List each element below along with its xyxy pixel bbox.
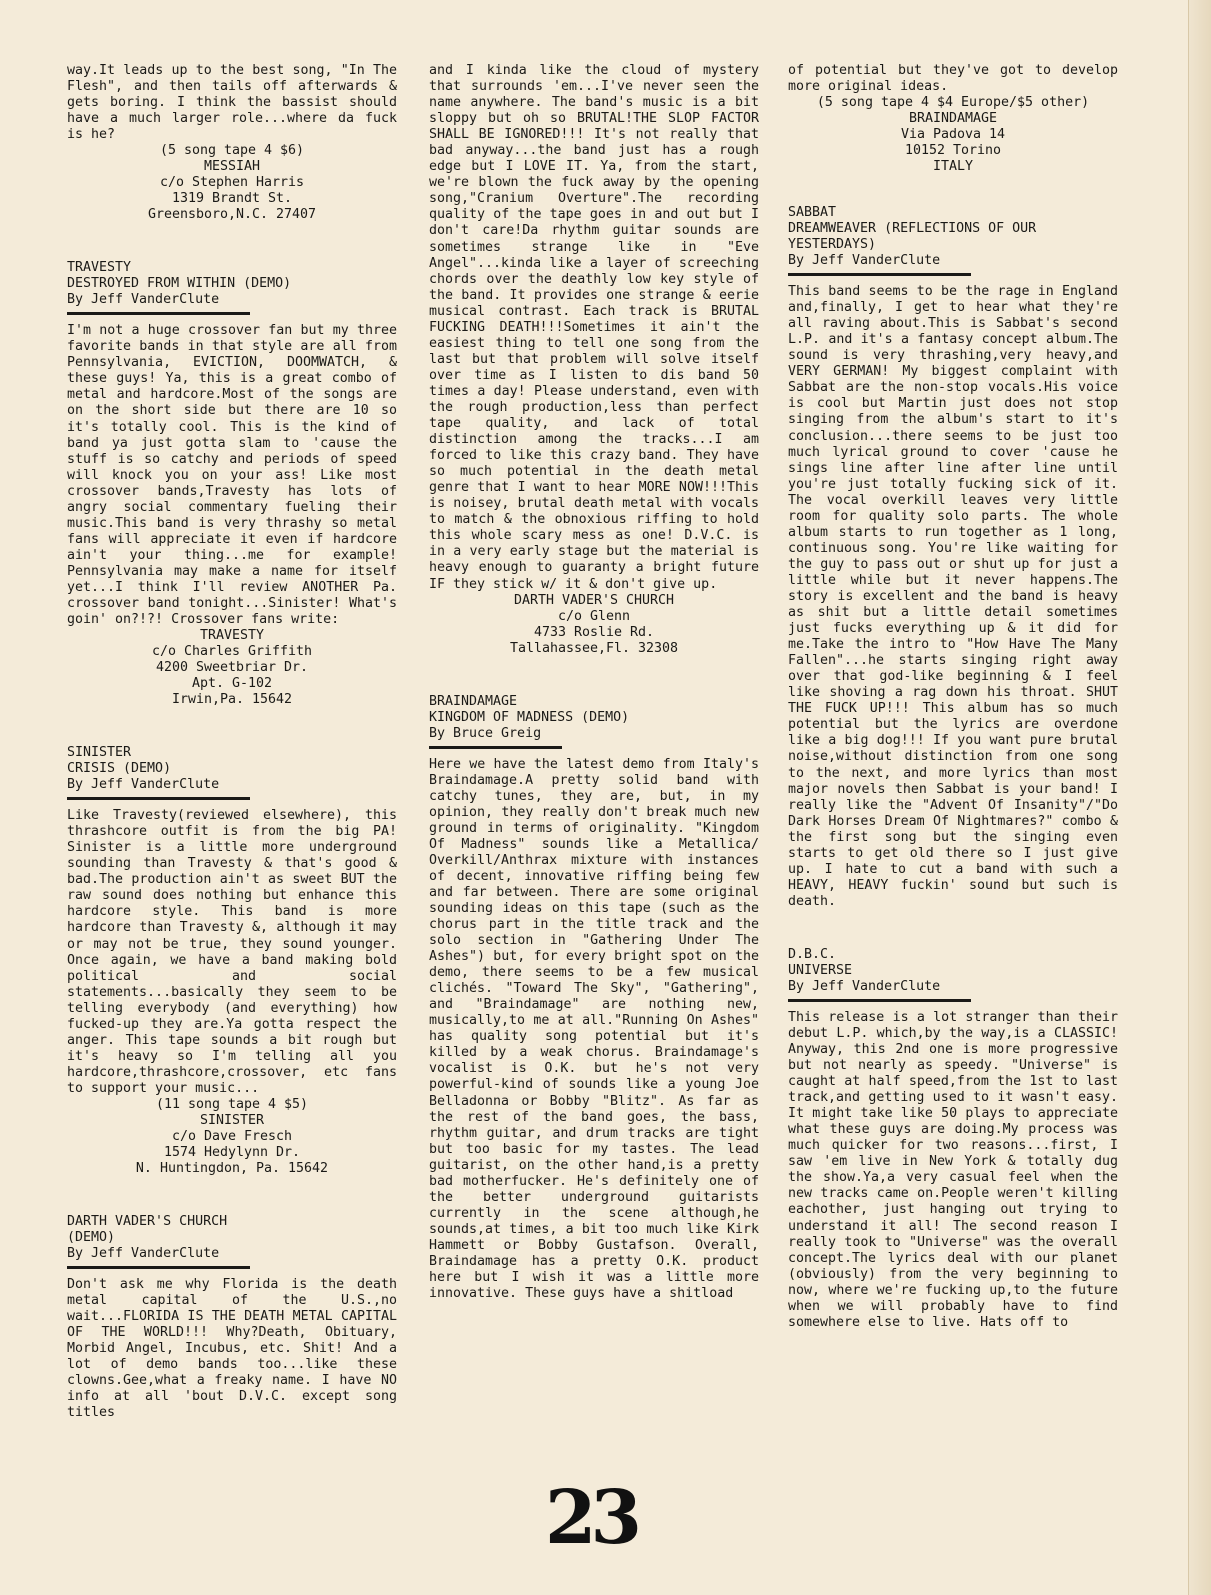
dbc-review [788, 947, 1118, 1331]
band-name: BRAINDAMAGE [429, 693, 518, 709]
divider-rule [788, 273, 971, 276]
travesty-review [67, 260, 397, 708]
byline: By Jeff VanderClute [67, 292, 220, 308]
sinister-review [67, 745, 397, 1177]
page-number: 23 [545, 1475, 636, 1561]
byline: By Bruce Greig [429, 725, 542, 741]
column-2 [429, 63, 759, 1302]
band-name: SINISTER [67, 745, 132, 761]
band-address: TRAVESTY c/o Charles Griffith 4200 Sweetbriar Dr. Apt. G-102 Irwin,Pa. 15642 [151, 628, 313, 708]
column-1 [67, 63, 397, 1421]
review-text: Don't ask me why Florida is the death metal capital of the U.S.,no wait...FLORIDA IS THE DEATH METAL CAPITAL OF THE WORLD!!! Why?Death, Obituary, Morbid Angel, Incubus, etc. Shit! And a lot of demo bands too...like these clowns.Gee,what a freaky name. I have NO info at all 'bout D.V.C. except song titles [67, 1276, 397, 1421]
column-3 [788, 63, 1118, 1331]
page-edge [1188, 0, 1211, 1595]
review-text: way.It leads up to the best song, "In The Flesh", and then tails off afterwards & gets boring. I think the bassist should have a much larger role...where da fuck is he? [67, 63, 397, 143]
band-name: D.B.C. [788, 946, 837, 962]
review-text: This band seems to be the rage in England and,finally, I get to hear what they're all raving about.This is Sabbat's second L.P. and it's a fantasy concept album.The sound is very thrashing,very heavy,and VERY GERMAN! My biggest complaint with Sabbat are the non-stop vocals.His voice is cool but Martin just does not stop singing from the album's start to it's conclusion...there seems to be just too much lyrical ground to cover 'cause he sings line after line after line until you're just totally fucking sick of it. The vocal overkill leaves very little room for quality solo parts. The whole album starts to run together as 1 long, continuous song. You're like waiting for the guy to pass out or shut up for just a little while but it never happens.The story is excellent and the band is heavy as shit but a little detail sometimes just fucks everything up & it did for me.Take the intro to "How Have The Many Fallen"...he starts singing right away over that god-like beginning & I feel like shoving a rag down his throat. SHUT THE FUCK UP!!! This album has so much potential but the lyrics are overdone like a big dog!!! If you want pure brutal noise,without distinction from one song to the next, and more lyrics than most major novels then Sabbat is your band! I really like the "Advent Of Insanity"/"Do Dark Horses Dream Of Nightmares?" combo & the first song but the singing even starts to get old there so I just give up. I hate to cut a band with such a HEAVY, HEAVY fuckin' sound but such is death. [788, 284, 1118, 909]
divider-rule [67, 797, 250, 800]
byline: By Jeff VanderClute [67, 777, 220, 793]
divider-rule [788, 999, 971, 1002]
band-name: SABBAT [788, 205, 837, 221]
braindamage-review [429, 694, 759, 1303]
review-text: This release is a lot stranger than their debut L.P. which,by the way,is a CLASSIC! Anyway, this 2nd one is more progressive but not nearly as speedy. "Universe" is caught at half speed,from the 1st to last track,and getting used to it wasn't easy. It might take like 50 plays to appreciate what these guys are doing.My process was much quicker for two reasons...first, I saw 'em live in New York & totally dug the show.Ya,a very casual feel when the new tracks came on.People weren't killing eachother, just hanging out trying to understand it all! The second reason I really took to "Universe" was the overall concept.The lyrics deal with our planet (obviously) from the very beginning to now, where we're fucking up,to the future when we will probably have to find somewhere else to live. Hats off to [788, 1009, 1118, 1330]
band-name: DARTH VADER'S CHURCH [67, 1213, 228, 1229]
band-name: TRAVESTY [67, 260, 132, 276]
review-text: Here we have the latest demo from Italy's Braindamage.A pretty solid band with catchy tunes, they are, but, in my opinion, they really don't break much new ground in terms of originality. "Kingdom Of Madness" sounds like a Metallica/ Overkill/Anthrax mixture with instances of decent, innovative riffing being few and far between. There are some original sounding ideas on this tape (such as the chorus part in the title track and the solo section in "Gathering Under The Ashes") but, for every bright spot on the demo, there seems to be a few musical clichés. "Toward The Sky", "Gathering", and "Braindamage" are nothing new, musically,to me at all."Running On Ashes" has quality song potential but it's killed by a weak chorus. Braindamage's vocalist is O.K. but he's not very powerful-kind of sounds like a young Joe Belladonna or Bobby "Blitz". As far as the rest of the band goes, the bass, rhythm guitar, and drum tracks are tight but too basic for my tastes. The lead guitarist, on the other hand,is a pretty bad motherfucker. He's definitely one of the better underground guitarists currently in the scene although,he sounds,at times, a bit too much like Kirk Hammett or Bobby Gustafson. Overall, Braindamage has a pretty O.K. product here but I wish it was a little more innovative. These guys have a shitload [429, 756, 759, 1302]
release-title: DREAMWEAVER (REFLECTIONS OF OUR YESTERDAYS) [788, 221, 1037, 253]
review-text: Like Travesty(reviewed elsewhere), this thrashcore outfit is from the big PA! Sinister is a little more underground sounding than Travesty & that's good & bad.The production ain't as sweet BUT the raw sound does nothing but enhance this hardcore style. This band is more hardcore than Travesty &, although it may or may not be true, they sound younger. Once again, we have a band making bold political and social statements...basically they seem to be telling everybody (and everything) how fucked-up they are.Ya gotta respect the anger. This tape sounds a bit rough but it's heavy so I'm telling all you hardcore,thrashcore,crossover, etc fans to support your music... [67, 808, 397, 1096]
byline: By Jeff VanderClute [67, 1245, 220, 1261]
band-address: DARTH VADER'S CHURCH c/o Glenn 4733 Roslie Rd. Tallahassee,Fl. 32308 [509, 592, 679, 656]
review-text: I'm not a huge crossover fan but my three favorite bands in that style are all from Pennsylvania, EVICTION, DOOMWATCH, & these guys! Ya, this is a great combo of metal and hardcore.Most of the songs are on the short side but there are 10 so it's totally cool. This is the kind of band ya just gotta slam to 'cause the stuff is so catchy and periods of speed will knock you on your ass! Like most crossover bands,Travesty has lots of angry social commentary fueling their music.This band is very thrashy so metal fans will appreciate it even if hardcore ain't your thing...me for example! Pennsylvania may make a name for itself yet...I think I'll review ANOTHER Pa. crossover band tonight...Sinister! What's goin' on?!?! Crossover fans write: [67, 323, 397, 628]
band-address: (11 song tape 4 $5) SINISTER c/o Dave Fresch 1574 Hedylynn Dr. N. Huntingdon, Pa. 15642 [135, 1096, 329, 1176]
braindamage-review-continued [788, 63, 1118, 175]
byline: By Jeff VanderClute [788, 978, 941, 994]
release-title: KINGDOM OF MADNESS (DEMO) [429, 709, 630, 725]
byline: By Jeff VanderClute [788, 253, 941, 269]
release-title: CRISIS (DEMO) [67, 761, 172, 777]
band-address: (5 song tape 4 $4 Europe/$5 other) BRAINDAMAGE Via Padova 14 10152 Torino ITALY [816, 95, 1090, 175]
review-text: of potential but they've got to develop more original ideas. [788, 63, 1118, 95]
divider-rule [429, 746, 562, 749]
divider-rule [67, 312, 250, 315]
band-address: (5 song tape 4 $6) MESSIAH c/o Stephen Harris 1319 Brandt St. Greensboro,N.C. 27407 [147, 143, 317, 223]
release-title: DESTROYED FROM WITHIN (DEMO) [67, 276, 292, 292]
sabbat-review [788, 205, 1118, 910]
darth-vaders-church-review-continued [429, 63, 759, 657]
messiah-review-end [67, 63, 397, 223]
divider-rule [67, 1266, 250, 1269]
darth-vaders-church-review [67, 1214, 397, 1421]
release-title: (DEMO) [67, 1229, 116, 1245]
review-text: and I kinda like the cloud of mystery that surrounds 'em...I've never seen the name anywhere. The band's music is a bit sloppy but oh so BRUTAL!THE SLOP FACTOR SHALL BE IGNORED!!! It's not really that bad anyway...the band just has a rough edge but I LOVE IT. Ya, from the start, we're blown the fuck away by the opening song,"Cranium Overture".The recording quality of the tape goes in and out but I don't care!Da rhythm guitar sounds are sometimes strange like in "Eve Angel"...kinda like a layer of screeching chords over the deathly low key style of the band. It provides one strange & eerie musical contrast. Each track is BRUTAL FUCKING DEATH!!!Sometimes it ain't the easiest thing to tell one song from the last but that problem will solve itself over time as I listen to dis band 50 times a day! Please understand, even with the rough production,less than perfect tape quality, and lack of total distinction among the tracks...I am forced to like this crazy band. They have so much potential in the death metal genre that I want to hear MORE NOW!!!This is noisey, brutal death metal with vocals to match & the obnoxious riffing to hold this whole scary mess as one! D.V.C. is in a very early stage but the material is heavy enough to guaranty a bright future IF they stick w/ it & don't give up. [429, 63, 759, 592]
release-title: UNIVERSE [788, 962, 853, 978]
